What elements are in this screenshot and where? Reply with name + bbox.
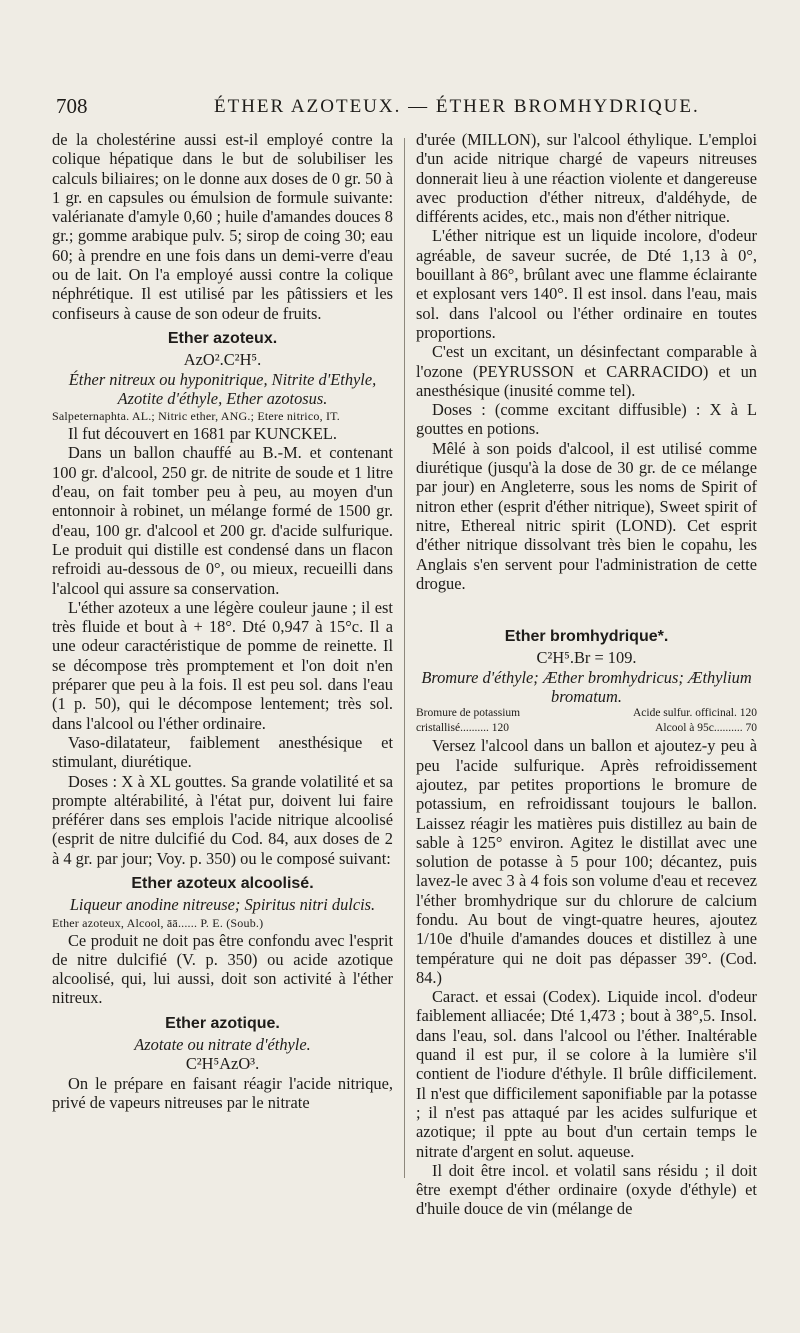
recipe-row <box>416 706 757 721</box>
paragraph: C'est un excitant, un désinfectant comparable à l'ozone (PEYRUSSON et CARRACIDO) et un anesthésique (inusité comme tel). <box>416 342 757 400</box>
chemical-formula: AzO².C²H⁵. <box>183 350 262 370</box>
running-title: ÉTHER AZOTEUX. — ÉTHER BROMHYDRIQUE. <box>214 96 700 117</box>
section-title: Ether azoteux alcoolisé. <box>131 874 314 892</box>
paragraph: L'éther nitrique est un liquide incolore, d'odeur agréable, de saveur sucrée, de Dté 1,13 à 0°, bouillant à 86°, brûlant avec une flamme éclairante et explosant vers 140°. Il est insol. dans l'eau, mais sol. dans l'alcool ou l'éther ordinaire en toutes proportions. <box>416 226 757 342</box>
paragraph: de la cholestérine aussi est-il employé contre la colique hépatique dans le but de solubiliser les calculs biliaires; on le donne aux doses de 0 gr. 50 à 1 gr. en capsules ou émulsion de formule suivante: valérianate d'amyle 0,60 ; huile d'amandes douces 8 gr.; gomme arabique pulv. 5; sirop de coing 30; eau 60; à prendre en une fois dans un demi-verre d'eau ou de lait. On l'a employé aussi contre la colique néphrétique. Il est utilisé par les pâtissiers et les confiseurs à cause de son odeur de fruits. <box>52 130 393 323</box>
recipe-item: Alcool à 95c.......... 70 <box>655 722 757 735</box>
paragraph: Il doit être incol. et volatil sans résidu ; il doit être exempt d'éther ordinaire (oxyde d'éthyle) et d'huile douce de vin (mélange de <box>416 1160 757 1219</box>
recipe-item: Bromure de potassium <box>416 707 521 720</box>
synonyms: Azotate ou nitrate d'éthyle. <box>134 1035 311 1055</box>
paragraph: Vaso-dilatateur, faiblement anesthésique et stimulant, diurétique. <box>52 732 393 772</box>
foreign-names: Salpeternaphta. AL.; Nitric ether, ANG.; Etere nitrico, IT. <box>52 409 341 424</box>
spacer <box>416 593 757 621</box>
paragraph: Ce produit ne doit pas être confondu avec l'esprit de nitre dulcifié (V. p. 350) ou acide azotique alcoolisé, qui, lui aussi, doit son activité à l'éther nitreux. <box>52 930 393 1008</box>
section-title: Ether bromhydrique*. <box>504 628 669 646</box>
page-header <box>56 94 760 124</box>
synonyms: Bromure d'éthyle; Æther bromhydricus; Æthylium bromatum. <box>421 667 752 707</box>
recipe-row <box>416 721 757 736</box>
paragraph: Mêlé à son poids d'alcool, il est utilisé comme diurétique (jusqu'à la dose de 30 gr. de ce mélange par jour) en Angleterre, sous les noms de Spirit of nitron ether (esprit d'éther nitrique), Sweet spirit of nitre, Ethereal nitric spirit (LOND). Cet esprit d'éther nitrique dissolvant très bien le copahu, les Anglais s'en servent pour l'administration de cette drogue. <box>416 438 757 593</box>
chemical-formula: C²H⁵.Br = 109. <box>536 648 637 668</box>
synonyms: Éther nitreux ou hyponitrique, Nitrite d'Ethyle, Azotite d'éthyle, Ether azotosus. <box>68 369 377 408</box>
paragraph: d'urée (MILLON), sur l'alcool éthylique. L'emploi d'un acide nitrique chargé de vapeurs nitreuses donnerait lieu à une réaction violente et dangereuse avec production d'éther nitreux, d'aldéhyde, de différents acides, etc., mais non d'éther nitrique. <box>416 130 757 227</box>
page-number: 708 <box>56 94 88 118</box>
paragraph: On le prépare en faisant réagir l'acide nitrique, privé de vapeurs nitreuses par le nitrate <box>52 1073 393 1112</box>
paragraph: Doses : X à XL gouttes. Sa grande volatilité et sa prompte altérabilité, à l'état pur, doivent lui faire préférer dans ses emplois l'acide nitrique alcoolisé (esprit de nitre dulcifié du Cod. 84, aux doses de 2 à 4 gr. par jour; Voy. p. 350) ou le composé suivant: <box>52 771 393 868</box>
paragraph: Doses : (comme excitant diffusible) : X à L gouttes en potions. <box>416 400 757 439</box>
recipe-item: cristallisé.......... 120 <box>416 722 509 735</box>
section-title: Ether azotique. <box>165 1014 280 1032</box>
paragraph: L'éther azoteux a une légère couleur jaune ; il est très fluide et bout à + 18°. Dté 0,947 à 15°c. Il a une odeur caractéristique de pomme de reinette. Il se décompose très promptement et l'on doit n'en préparer que peu à la fois. Il est peu sol. dans l'eau (1 p. 50), qui le décompose lentement; très sol. dans l'alcool ou l'éther ordinaire. <box>52 597 393 733</box>
paragraph: Il fut découvert en 1681 par KUNCKEL. <box>68 424 338 444</box>
right-column <box>416 130 757 1219</box>
column-divider <box>404 138 405 1178</box>
synonyms: Liqueur anodine nitreuse; Spiritus nitri dulcis. <box>69 895 376 915</box>
recipe-table <box>416 706 757 736</box>
paragraph: Dans un ballon chauffé au B.-M. et contenant 100 gr. d'alcool, 250 gr. de nitrite de soude et 1 litre d'eau, on fait tomber peu à peu, au moyen d'un entonnoir à robinet, un mélange formé de 1500 gr. d'eau, 100 gr. d'alcool et 200 gr. d'acide sulfurique. Le produit qui distille est condensé dans un flacon refroidi au-dessous de 0°, ou mieux, recueilli dans l'alcool qui assure sa conservation. <box>52 443 393 598</box>
chemical-formula: C²H⁵AzO³. <box>185 1054 260 1074</box>
recipe-item: Acide sulfur. officinal. 120 <box>632 707 757 720</box>
paragraph: Caract. et essai (Codex). Liquide incol. d'odeur faiblement alliacée; Dté 1,473 ; bout à 38°,5. Insol. dans l'eau, sol. dans l'alcool ou l'éther. Inaltérable quand il est pur, il se colore à la lumière s'il contient de l'iodure d'éthyle. Il brûle difficilement. Il n'est que difficilement saponifiable par la potasse ; il n'est pas attaqué par les acides sulfurique et azotique; il ppte au bout d'un certain temps le nitrate d'argent en solut. aqueuse. <box>416 987 757 1161</box>
paragraph: Versez l'alcool dans un ballon et ajoutez-y peu à peu l'acide sulfurique. Après refroidissement ajoutez, par petites proportions le bromure de potassium, en refroidissant toujours le ballon. Laissez réagir les matières puis distillez au bain de sable à 125° environ. Agitez le distillat avec une solution de potasse à 5 pour 100; décantez, puis lavez-le avec 3 à 4 fois son volume d'eau et recevez l'éther bromhydrique sur du chlorure de calcium fondu. Au bout de vingt-quatre heures, ajoutez 1/10e d'huile d'amandes douces et distillez à une température qui ne doit pas dépasser 39°. (Cod. 84.) <box>416 736 757 987</box>
formula-recipe: Ether azoteux, Alcool, āā...... P. E. (Soub.) <box>52 915 264 930</box>
section-title: Ether azoteux. <box>167 329 278 347</box>
left-column <box>52 130 393 1112</box>
